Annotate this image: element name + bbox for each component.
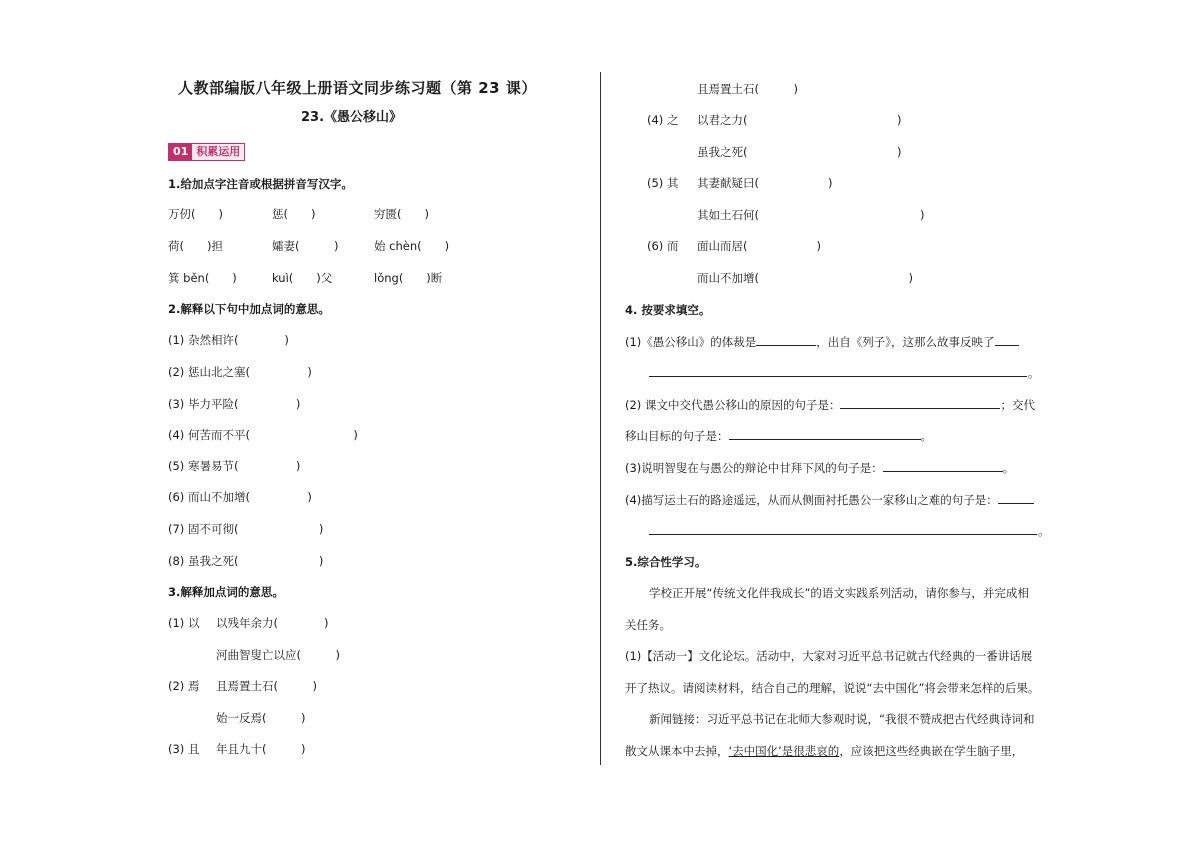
q5-title: 5.综合性学习。 [625,555,707,569]
q3-item: 其如土石何( ) [697,208,925,222]
section-number: 01 [169,144,192,160]
q4-p1a: (1)《愚公移山》的体裁是 [625,335,757,349]
q4-p4-end: 。 [1038,524,1050,538]
q3-item: 而山不加增( ) [697,271,913,285]
q5-para [625,743,1023,759]
q4-p2c: 移山目标的句子是： [625,429,729,443]
q1-item: 始 chèn( ) [374,239,450,253]
q1-item: 穷匮( ) [374,207,429,221]
q3-label: (3) 且 [168,742,200,756]
answer-line[interactable] [649,376,1027,377]
q4-p2b: ；交代 [1000,398,1035,412]
answer-blank[interactable] [756,333,816,346]
q2-item: (5) 寒暑易节( ) [168,459,301,473]
q3-label: (5) 其 [647,176,679,190]
q4-p4 [625,491,1034,508]
q2-item: (4) 何苦而不平( ) [168,428,358,442]
q2-item: (1) 杂然相许( ) [168,333,289,347]
answer-line[interactable] [649,534,1037,535]
q2-item: (3) 毕力平险( ) [168,397,301,411]
q3-item [168,615,328,631]
q3-text: 以君之力( ) [697,113,902,127]
q4-p4a: (4)描写运土石的路途遥远，从而从侧面衬托愚公一家移山之难的句子是： [625,493,998,507]
q4-title: 4. 按要求填空。 [625,303,711,317]
q2-item: (7) 固不可彻( ) [168,522,324,536]
q3-item [647,238,821,254]
page-title: 人教部编版八年级上册语文同步练习题（第 23 课） [178,79,537,97]
column-divider [600,72,601,765]
q4-p3 [625,459,1014,476]
q4-p3-end: 。 [1002,461,1015,475]
q4-p2-end: 。 [920,429,932,443]
q2-item: (6) 而山不加增( ) [168,490,312,504]
q4-p2 [625,396,1035,413]
quoted-phrase: ‘去中国化’是很悲哀的 [728,744,840,758]
q1-item: lǒng( )断 [374,271,443,285]
q5-para: 新闻链接：习近平总书记在北师大参观时说，“我很不赞成把古代经典诗词和 [649,712,1035,726]
q3-label: (6) 而 [647,239,679,253]
q5-p3b: ，应该把这些经典嵌在学生脑子里， [839,744,1024,758]
q3-title: 3.解释加点词的意思。 [168,585,284,599]
q4-p2-cont [625,427,932,444]
answer-blank[interactable] [998,491,1034,504]
q1-item: 万仞( ) [168,207,223,221]
q4-p3a: (3)说明智叟在与愚公的辩论中甘拜下风的句子是： [625,461,883,475]
q3-item: 虽我之死( ) [697,145,902,159]
answer-blank[interactable] [840,396,1000,409]
q3-item: 始一反焉( ) [216,711,306,725]
q3-item [647,175,832,191]
q2-item: (2) 惩山北之塞( ) [168,365,312,379]
q5-para: 学校正开展“传统文化伴我成长”的语文实践系列活动，请你参与，并完成相 [649,586,1029,600]
q5-para: 关任务。 [625,618,671,632]
q4-p1b: ，出自《列子》，这那么故事反映了 [816,335,995,349]
q3-text: 年且九十( ) [216,742,306,756]
q1-item: 荷( )担 [168,239,223,253]
q1-row2 [168,238,449,254]
section-badge [168,143,245,161]
q4-p2a: (2) 课文中交代愚公移山的原因的句子是： [625,398,841,412]
q3-label: (1) 以 [168,616,200,630]
answer-blank[interactable] [729,427,921,440]
q1-item: 孀妻( ) [272,239,339,253]
q3-text: 以残年余力( ) [216,616,329,630]
q1-row3 [168,270,442,286]
q1-row1 [168,206,429,222]
q4-p1-end: 。 [1028,366,1040,380]
q3-text: 其妻献疑曰( ) [697,176,833,190]
q5-p3a: 散文从课本中去掉， [625,744,729,758]
q1-title: 1.给加点字注音或根据拼音写汉字。 [168,177,353,191]
q3-label: (4) 之 [647,113,679,127]
q3-item [168,741,305,757]
q1-item: 惩( ) [272,207,316,221]
q3-text: 面山而居( ) [697,239,821,253]
q3-item [647,112,901,128]
answer-blank[interactable] [995,333,1019,346]
q3-text: 且焉置土石( ) [216,679,317,693]
q1-item: kuì( )父 [272,271,333,285]
q3-item [168,678,317,694]
section-label: 积累运用 [192,144,244,160]
q3-item: 且焉置土石( ) [697,82,798,96]
q1-item: 箕 běn( ) [168,271,237,285]
q3-item: 河曲智叟亡以应( ) [216,648,340,662]
q3-label: (2) 焉 [168,679,200,693]
answer-blank[interactable] [883,459,1003,472]
lesson-title: 23.《愚公移山》 [301,110,403,125]
q5-para: 开了热议。请阅读材料，结合自己的理解，说说“去中国化”将会带来怎样的后果。 [625,681,1040,695]
q2-title: 2.解释以下句中加点词的意思。 [168,302,330,316]
q4-p1 [625,333,1019,350]
q5-para: (1)【活动一】文化论坛。活动中，大家对习近平总书记就古代经典的一番讲话展 [625,649,1033,663]
q2-item: (8) 虽我之死( ) [168,554,324,568]
